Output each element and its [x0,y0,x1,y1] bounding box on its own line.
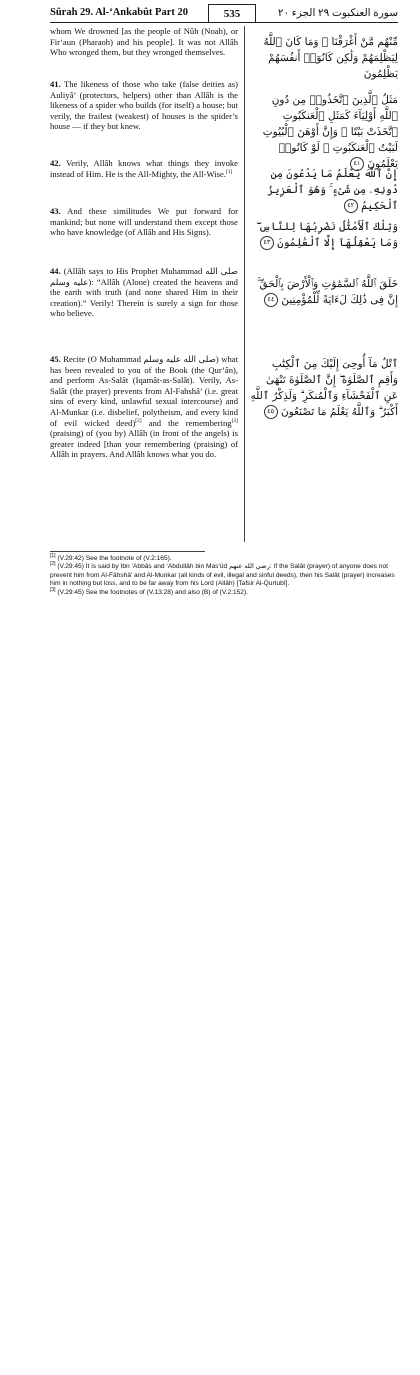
verse-number: 42. [50,158,61,168]
page-content [50,26,398,542]
arabic-text: مَثَلُ ٱلَّذِينَ ٱتَّخَذُوا۟ مِن دُونِ ٱللَّهِ أَوْلِيَآءَ كَمَثَلِ ٱلْعَنكَبُوتِ ٱتَّخَذَتْ بَيْتًا ۖ وَإِنَّ أَوْهَنَ ٱلْبُيُوتِ لَبَيْتُ ٱلْعَنكَبُوتِ ۖ لَوْ كَانُوا۟ يَعْلَمُونَ [262,94,398,170]
verse-end-marker: ٤٢ [344,199,358,213]
verse-45-translation [50,354,238,460]
page-header [50,4,398,23]
footnote-ref: [1] [225,168,233,175]
intro-translation [50,26,238,58]
footnote-separator [50,551,205,552]
surah-part-title: Sûrah 29. Al-‘Ankabût Part 20 [50,7,188,18]
verse-text: The likeness of those who take (false deities as) Auliyâ’ (protectors, helpers) other than Allâh is the likeness of a spider who builds (for itself) a house; but verily, the frailest (weakest) of houses is the spider’s house — if they but knew. [50,79,239,132]
footnote-text: (V.29:45) It is said by Ibn ‘Abbâs and ‘Abdullâh bin Mas‘ûd رضي الله عنهم: If the Salât (prayer) of anyone does not prevent him from Al-Fâhshâ’ and Al-Munkar (all kinds of evil, illegal and sinful deeds), then his Salât (prayer) increases him in nothing but loss, and to be far away from his Lord (Allâh) [Tafsir Al-Qurtubî]. [50,563,395,588]
verse-number: 44. [50,266,61,276]
arabic-verse-41 [250,92,398,172]
footnote-text: (V.29:42) See the footnote of (V.2:165). [55,555,172,562]
column-divider [244,26,245,542]
footnote-ref: [2] [135,417,142,424]
arabic-verse-43 [250,219,398,251]
intro-text: whom We drowned [as the people of Nûh (Noah), or Fir‘aun (Pharaoh) and his people]. It was not Allâh Who wronged them, but they wronged themselves. [50,26,238,58]
verse-number: 41. [50,79,61,89]
footnote-mark: [3] [50,586,56,593]
verse-41-translation [50,79,238,132]
footnotes [50,552,398,597]
footnote-ref: [3] [231,417,238,424]
arabic-verse-40-end [250,34,398,82]
footnote-2 [50,563,398,588]
arabic-verse-45 [250,356,398,420]
arabic-text: مِّنْهُم مَّنْ أَغْرَقْنَا ۚ وَمَا كَانَ ٱللَّهُ لِيَظْلِمَهُمْ وَلَٰكِن كَانُوٓا۟ أَنفُسَهُمْ يَظْلِمُونَ [263,36,398,80]
quran-page [50,4,398,596]
arabic-text: ٱتْلُ مَآ أُوحِىَ إِلَيْكَ مِنَ ٱلْكِتَٰبِ وَأَقِمِ ٱلصَّلَوٰةَ ۖ إِنَّ ٱلصَّلَوٰةَ تَنْهَىٰ عَنِ ٱلْفَحْشَآءِ وَٱلْمُنكَرِ ۗ وَلَذِكْرُ ٱللَّهِ أَكْبَرُ ۗ وَٱللَّهُ يَعْلَمُ مَا تَصْنَعُونَ [250,358,398,418]
verse-number: 43. [50,206,61,216]
arabic-verse-42 [250,166,398,214]
verse-text-cont: and the remembering [141,417,232,428]
arabic-verse-44 [250,276,398,308]
verse-42-translation [50,158,238,179]
verse-end-marker: ٤٤ [264,293,278,307]
page-number: 535 [208,4,256,22]
arabic-header-title: سورة العنكبوت ٢٩ الجزء ٢٠ [277,8,398,19]
verse-44-translation [50,266,238,319]
arabic-text: وَتِلْكَ ٱلْأَمْثَٰلُ نَضْرِبُهَا لِلنَّاسِ ۖ وَمَا يَعْقِلُهَآ إِلَّا ٱلْعَٰلِمُونَ [256,221,398,249]
verse-number: 45. [50,354,61,364]
footnote-mark: [2] [50,561,56,568]
verse-end-marker: ٤١ [350,157,364,171]
footnote-mark: [1] [50,552,56,559]
footnote-3 [50,586,398,597]
verse-text: (Allâh says to His Prophet Muhammad صلى الله عليه وسلم): “Allâh (Alone) created the heavens and the earth with truth (and none shared Him in their creation).” Verily! Therein is surely a sign for those who believe. [50,266,238,319]
arabic-text: إِنَّ ٱللَّهَ يَعْلَمُ مَا يَدْعُونَ مِن دُونِهِۦ مِن شَىْءٍ ۚ وَهُوَ ٱلْعَزِيزُ ٱلْحَكِيمُ [267,168,398,212]
verse-text: Verily, Allâh knows what things they invoke instead of Him. He is the All-Mighty, the All-Wise. [50,158,238,179]
verse-end-marker: ٤٣ [260,236,274,250]
arabic-text: خَلَقَ ٱللَّهُ ٱلسَّمَٰوَٰتِ وَٱلْأَرْضَ بِٱلْحَقِّ ۚ إِنَّ فِى ذَٰلِكَ لَءَايَةً لِّلْمُؤْمِنِينَ [256,278,398,306]
verse-43-translation [50,206,238,238]
verse-text: Recite (O Muhammad صلى الله عليه وسلم) what has been revealed to you of the Book (the Qur’ân), and perform As-Salât (Iqamât-as-Salât). Verily, As-Salât (the prayer) prevents from Al-Fahshâ’ (i.e. great sins of every kind, unlawful sexual intercourse) and Al-Munkar (i.e. disbelief, polytheism, and every kind of evil wicked deed) [50,354,238,428]
verse-text: And these similitudes We put forward for mankind; but none will understand them except those who have knowledge (of Allâh and His Signs). [50,206,238,238]
footnote-text: (V.29:45) See the footnotes of (V.13:28) and also (B) of (V.2:152). [55,588,249,596]
verse-end-marker: ٤٥ [264,405,278,419]
verse-text-cont: (praising) of (you by) Allâh (in front of the angels) is greater indeed [than your remembering (praising) of Allâh in prayers. And Allâh knows what you do. [50,428,238,460]
